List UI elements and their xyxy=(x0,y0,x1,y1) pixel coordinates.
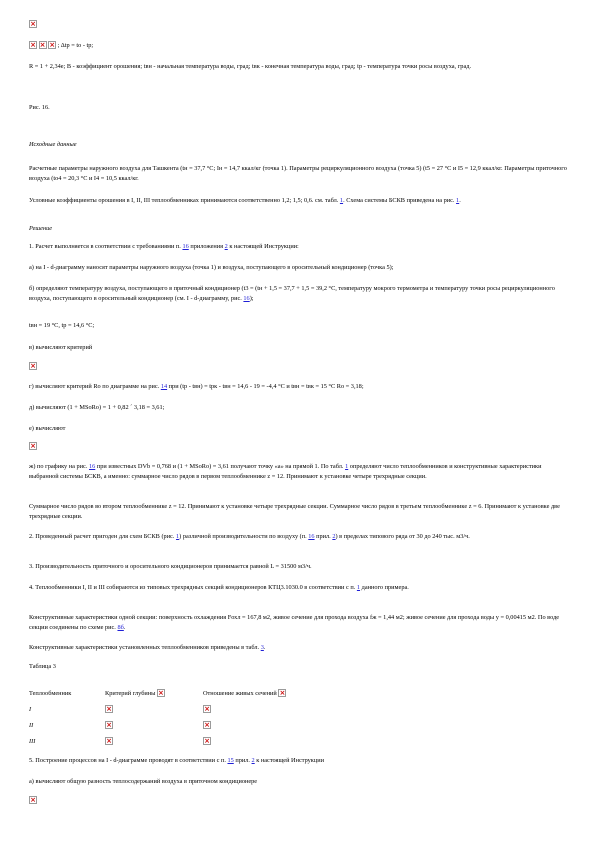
formula-text: ; Δtр = tо - tр; xyxy=(57,42,94,49)
step-v: в) вычисляют критерий xyxy=(29,344,93,351)
broken-image-icon xyxy=(29,442,37,450)
table-cell xyxy=(203,734,286,750)
formula-line xyxy=(29,41,569,51)
paragraph-outdoor-params: Расчетные параметры наружного воздуха для Ташкента (tн = 37,7 °С; Iн = 14,7 ккал/кг (точка 1). Параметры рециркуляционного воздуха (точка 5) (t5 = 27 °С и I5 = 12,9 ккал/кг. Параметры приточного воздуха (tо4 = 20,3 °С и I4 = 10,5 ккал/кг. xyxy=(29,165,567,182)
broken-image-icon xyxy=(105,721,113,729)
broken-image-icon xyxy=(105,705,113,713)
link-figure-16b[interactable]: 16 xyxy=(88,463,96,470)
temperatures-line: tвн = 19 °С, tр = 14,6 °С; xyxy=(29,322,95,329)
table-cell xyxy=(203,718,286,734)
design-characteristics: Конструктивные характеристики одной секции: поверхность охлаждения Fохл = 167,8 м2, живое сечение для прохода воздуха fж = 1,44 м2; живое сечение для прохода воды у = 0,00415 м2. По воде секции соединены по схеме рис. 8б. xyxy=(29,614,560,631)
link-figure-8b[interactable]: 8б xyxy=(117,624,124,631)
broken-image-icon xyxy=(29,41,37,49)
formula-image-criterion xyxy=(29,362,569,372)
broken-image-icon xyxy=(203,721,211,729)
broken-image-icon xyxy=(105,737,113,745)
table-row xyxy=(29,718,286,734)
step-3: 3. Производительность приточного и оросительного кондиционеров принимается равной L = 31500 м3/ч. xyxy=(29,563,312,570)
table-cell xyxy=(105,718,203,734)
link-item-1[interactable]: 1 xyxy=(356,584,361,591)
formula-image-5a xyxy=(29,796,569,806)
broken-image-icon xyxy=(48,41,56,49)
link-appendix-2c[interactable]: 2 xyxy=(251,757,255,764)
step-4: 4. Теплообменники I, II и III собираются из типовых трехрядных секций кондиционеров КТЦ3.1030.0 в соответствии с п. 1 данного примера. xyxy=(29,584,409,591)
link-table-3[interactable]: 3 xyxy=(260,644,264,651)
step-2: 2. Проведенный расчет пригоден для схем БСКВ (рис. 1) различной производительности по воздуху (п. 16 прил. 2) в пределах типового ряда от 30 до 240 тыс. м3/ч. xyxy=(29,533,470,540)
formula-image-row-1 xyxy=(29,20,569,30)
broken-image-icon xyxy=(29,20,37,28)
step-b: б) определяют температуру воздуха, поступающего в приточный кондиционер (t3 = (tн + 1,5 = 37,7 + 1,5 = 39,2 °С, температуру мокрого термометра и температуру точки росы рециркуляционного воздуха, поступающего в оросительный кондиционер (см. I - d-диаграмму, рис. 16); xyxy=(29,285,555,302)
table-cell-name: I xyxy=(29,706,32,713)
table-3 xyxy=(29,686,286,750)
solution-heading: Решение xyxy=(29,225,53,232)
step-zh: ж) по графику на рис. 16 при известных DVb = 0,768 и (1 + MSoRo) = 3,61 получают точку «a» на прямой 1. По табл. 1 определяют число теплообменников и конструктивные характеристики выбранной системы БСКВ, а именно: суммарное число рядов в первом теплообменнике z = 12. Принимают к установке четыре трехрядные секции. xyxy=(29,463,542,480)
table-row xyxy=(29,734,286,750)
broken-image-icon xyxy=(29,796,37,804)
formula-image-e xyxy=(29,442,569,452)
broken-image-icon xyxy=(203,737,211,745)
link-item-15[interactable]: 15 xyxy=(227,757,234,764)
initial-data-heading: Исходные данные xyxy=(29,141,77,148)
table-header-row xyxy=(29,686,286,702)
link-table-1[interactable]: 1 xyxy=(339,197,344,204)
table-row xyxy=(29,702,286,718)
step-a: а) на I - d-диаграмму наносят параметры наружного воздуха (точка 1) и воздуха, поступающего в оросительный кондиционер (точка 5); xyxy=(29,264,394,271)
step-5a: а) вычисляют общую разность теплосодержаний воздуха в приточном кондиционере xyxy=(29,778,258,785)
broken-image-icon xyxy=(157,689,165,697)
broken-image-icon xyxy=(29,362,37,370)
design-characteristics-2: Конструктивные характеристики установленных теплообменников приведены в табл. 3. xyxy=(29,644,266,651)
broken-image-icon xyxy=(39,41,47,49)
sum-rows-paragraph: Суммарное число рядов во втором теплообменнике z = 12. Принимают к установке четыре трехрядные секции. Суммарное число рядов в третьем теплообменнике z = 6. Принимают к установке две трехрядные секции. xyxy=(29,503,560,520)
step-1: 1. Расчет выполняется в соответствии с требованиями п. 16 приложения 2 к настоящей Инструкции: xyxy=(29,243,299,250)
broken-image-icon xyxy=(203,705,211,713)
link-figure-16[interactable]: 16 xyxy=(243,295,250,302)
table-cell xyxy=(203,702,286,718)
link-item-16[interactable]: 16 xyxy=(182,243,189,250)
step-d: д) вычисляют (1 + MSoRo) = 1 + 0,82 ´ 3,18 = 3,61; xyxy=(29,404,165,411)
link-appendix-2[interactable]: 2 xyxy=(224,243,228,250)
table-header-cell: Теплообменник xyxy=(29,690,72,697)
table-cell xyxy=(105,734,203,750)
step-5: 5. Построение процессов на I - d-диаграмме проводят в соответствии с п. 15 прил. 2 к настоящей Инструкции xyxy=(29,757,324,764)
paragraph-coefficients: Условные коэффициенты орошения в I, II, III теплообменниках принимаются соответственно 1,2; 1,5; 0,6. см. табл. 1. Схема системы БСКВ приведена на рис. 1. xyxy=(29,197,461,204)
broken-image-icon xyxy=(278,689,286,697)
table-cell-name: II xyxy=(29,722,34,729)
link-figure-14[interactable]: 14 xyxy=(160,383,168,390)
table-cell xyxy=(105,702,203,718)
link-table-1b[interactable]: 1 xyxy=(345,463,349,470)
step-g: г) вычисляют критерий Ro по диаграмме на рис. 14 при (tр - tвн) = tрк - tвн = 14,6 - 19 = -4,4 °С и tвн = tвк = 15 °С Ro = 3,18; xyxy=(29,383,364,390)
step-e: е) вычисляют xyxy=(29,425,66,432)
formula-definitions: R = 1 + 2,34е; В - коэффициент орошения; tвн - начальная температура воды, град; tвк - конечная температура воды, град; tр - температура точки росы воздуха, град. xyxy=(29,63,472,70)
link-figure-1[interactable]: 1 xyxy=(456,197,460,204)
link-appendix-2b[interactable]: 2 xyxy=(332,533,336,540)
figure-caption: Рис. 16. xyxy=(29,104,50,111)
table-cell-name: III xyxy=(29,738,36,745)
table-header-cell: Критерий глубины × xyxy=(105,686,203,702)
table-title: Таблица 3 xyxy=(29,663,56,670)
link-item-16b[interactable]: 16 xyxy=(308,533,315,540)
table-header-cell: Отношение живых сечений × xyxy=(203,686,286,702)
link-figure-1b[interactable]: 1 xyxy=(176,533,180,540)
